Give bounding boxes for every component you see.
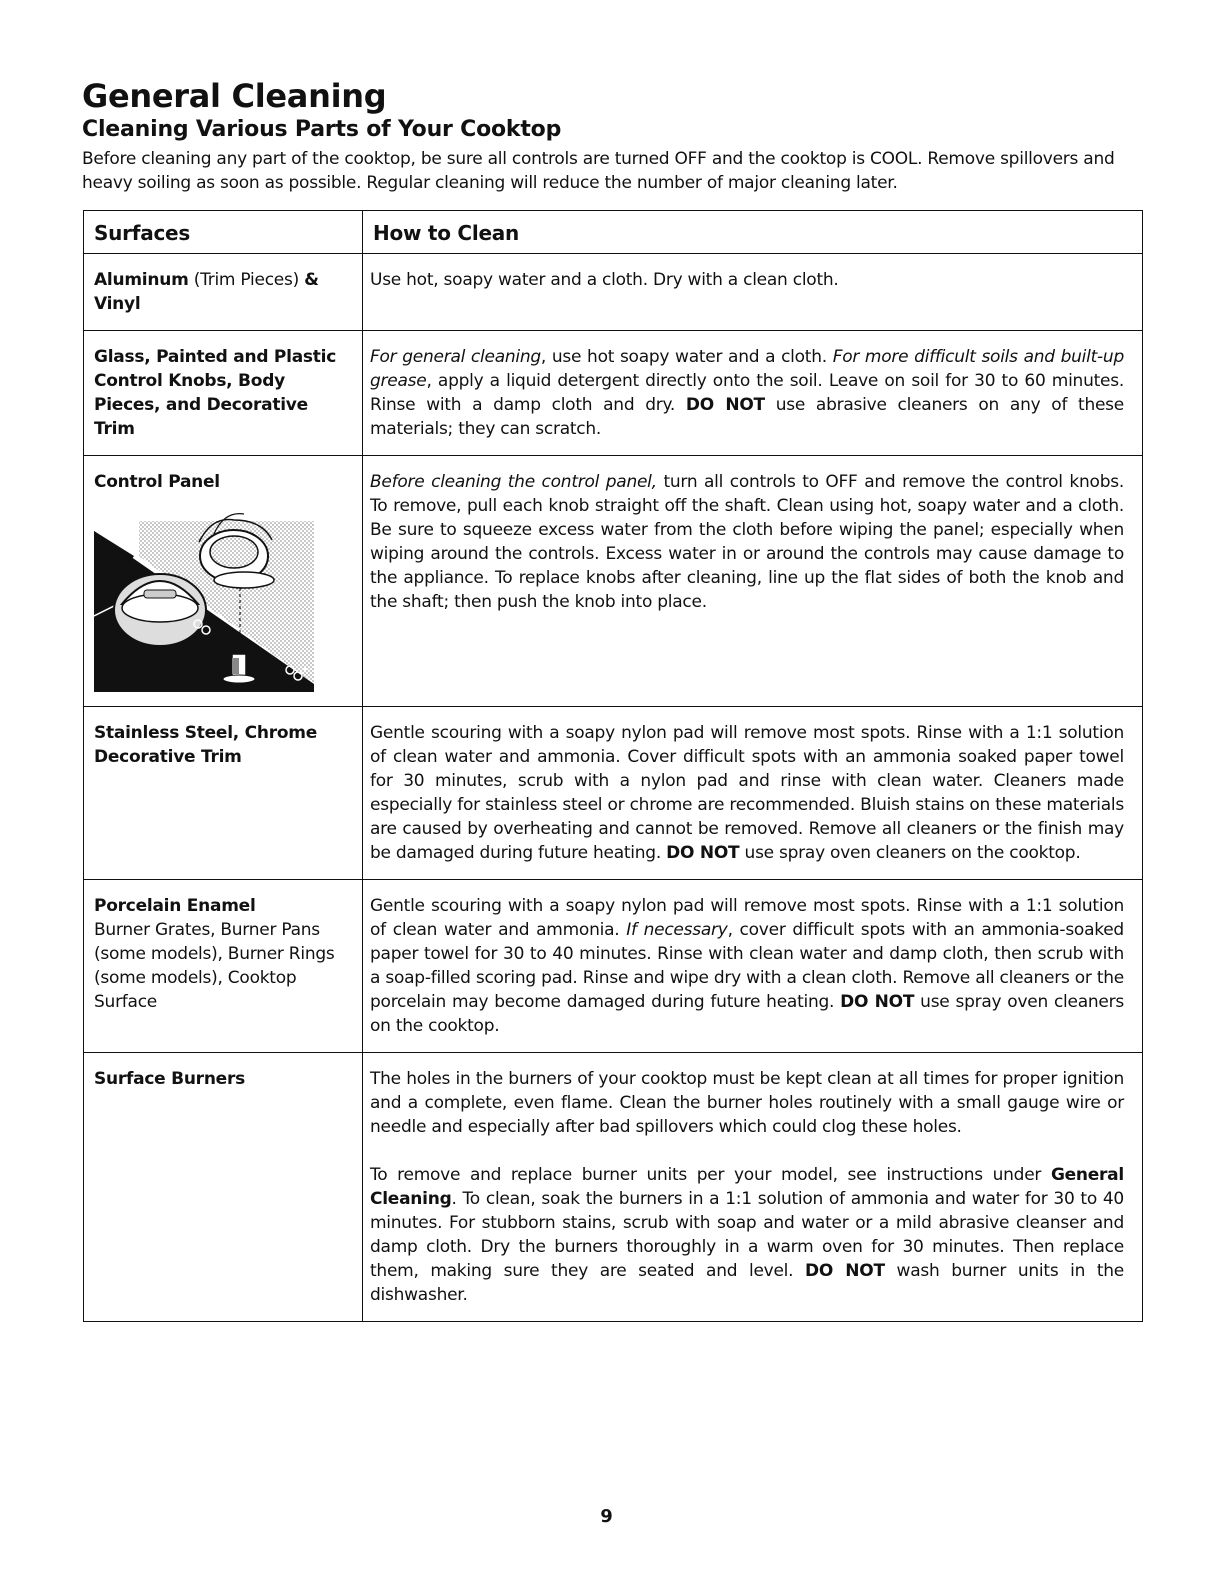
how-emphasis: For more difficult soils and built-up grease xyxy=(370,347,1124,391)
surface-note: (Trim Pieces) xyxy=(188,270,305,290)
how-cell-control-panel xyxy=(363,456,1143,707)
surface-name: Control Panel xyxy=(94,472,220,492)
table-header-row xyxy=(84,211,1143,254)
warning-do-not: DO NOT xyxy=(805,1261,885,1281)
table-row xyxy=(84,707,1143,880)
how-text: Gentle scouring with a soapy nylon pad will remove most spots. Rinse with a 1:1 solution of clean water and ammonia. xyxy=(370,896,1124,940)
how-text: use spray oven cleaners on the cooktop. xyxy=(739,843,1081,863)
surface-cell-glass-painted-plastic xyxy=(84,331,363,456)
table-row xyxy=(84,331,1143,456)
how-paragraph xyxy=(370,1163,1124,1307)
how-text: , cover difficult spots with an ammonia-soaked paper towel for 30 to 40 minutes. Rinse with clean water and damp cloth, then scrub with a soap-filled scoring pad. Rinse and wipe dry with a clean cloth. Remove all cleaners or the porcelain may become damaged during future heating. xyxy=(370,920,1124,1012)
warning-do-not: DO NOT xyxy=(840,992,915,1012)
surface-cell-control-panel xyxy=(84,456,363,707)
how-text: wash burner units in the dishwasher. xyxy=(370,1261,1124,1305)
table-row xyxy=(84,254,1143,331)
surface-name: Porcelain Enamel xyxy=(94,896,256,916)
knob-removal-illustration-icon xyxy=(94,506,314,692)
warning-do-not: DO NOT xyxy=(685,395,765,415)
table-row xyxy=(84,1053,1143,1322)
how-text: use spray oven cleaners on the cooktop. xyxy=(370,992,1124,1036)
intro-paragraph: Before cleaning any part of the cooktop, be sure all controls are turned OFF and the cooktop is COOL. Remove spillovers and heavy soiling as soon as possible. Regular cleaning will reduce the number of major cleaning later. xyxy=(82,149,1115,193)
how-cell-glass-painted-plastic xyxy=(363,331,1143,456)
surface-name: Surface Burners xyxy=(94,1069,245,1089)
how-text: To remove and replace burner units per your model, see instructions under xyxy=(370,1165,1051,1185)
how-cell-porcelain-enamel xyxy=(363,880,1143,1053)
surface-cell-porcelain-enamel xyxy=(84,880,363,1053)
warning-do-not: DO NOT xyxy=(666,843,740,863)
surface-cell-aluminum xyxy=(84,254,363,331)
how-text: Gentle scouring with a soapy nylon pad will remove most spots. Rinse with a 1:1 solution of clean water and ammonia. Cover difficult spots with an ammonia soaked paper towel for 30 minutes, scrub with a nylon pad and rinse with clean water. Cleaners made especially for stainless steel or chrome are recommended. Bluish stains on these materials are caused by overheating and cannot be removed. Remove all cleaners or the finish may be damaged during future heating. xyxy=(370,723,1124,863)
how-text: , use hot soapy water and a cloth. xyxy=(540,347,833,367)
how-paragraph: The holes in the burners of your cooktop must be kept clean at all times for proper ignition and a complete, even flame. Clean the burner holes routinely with a small gauge wire or needle and especially after bad spillovers which could clog these holes. xyxy=(370,1069,1124,1137)
section-reference: General Cleaning xyxy=(370,1165,1124,1209)
header-how-to-clean: How to Clean xyxy=(363,211,1143,254)
surface-cell-surface-burners xyxy=(84,1053,363,1322)
how-emphasis: Before cleaning the control panel, xyxy=(370,472,657,492)
how-text: Use hot, soapy water and a cloth. Dry with a clean cloth. xyxy=(370,270,839,290)
how-cell-stainless-steel xyxy=(363,707,1143,880)
table-row xyxy=(84,880,1143,1053)
how-cell-surface-burners xyxy=(363,1053,1143,1322)
surface-name: Aluminum xyxy=(94,270,189,290)
surface-cell-stainless-steel xyxy=(84,707,363,880)
surface-name: Glass, Painted and Plastic Control Knobs, Body Pieces, and Decorative Trim xyxy=(94,347,337,439)
how-text: . To clean, soak the burners in a 1:1 solution of ammonia and water for 30 to 40 minutes. For stubborn stains, scrub with soap and water or a mild abrasive cleanser and damp cloth. Dry the burners thoroughly in a warm oven for 30 minutes. Then replace them, making sure they are seated and level. xyxy=(370,1189,1124,1281)
how-text: turn all controls to OFF and remove the control knobs. To remove, pull each knob straight off the shaft. Clean using hot, soapy water and a cloth. Be sure to squeeze excess water from the cloth before wiping the panel; especially when wiping around the controls. Excess water in or around the controls may cause damage to the appliance. To replace knobs after cleaning, line up the flat sides of both the knob and the shaft; then push the knob into place. xyxy=(370,472,1124,612)
surface-subitems: Burner Grates, Burner Pans (some models), Burner Rings (some models), Cooktop Surface xyxy=(94,920,335,1012)
section-subtitle: Cleaning Various Parts of Your Cooktop xyxy=(82,117,562,142)
cleaning-table xyxy=(83,210,1143,1322)
how-emphasis: If necessary xyxy=(626,920,728,940)
surface-name: & Vinyl xyxy=(94,270,319,314)
header-surfaces: Surfaces xyxy=(84,211,363,254)
table-row xyxy=(84,456,1143,707)
surface-name: Stainless Steel, Chrome Decorative Trim xyxy=(94,723,318,767)
page-number: 9 xyxy=(600,1506,613,1527)
how-text: use abrasive cleaners on any of these materials; they can scratch. xyxy=(370,395,1124,439)
how-cell-aluminum xyxy=(363,254,1143,331)
how-text: , apply a liquid detergent directly onto the soil. Leave on soil for 30 to 60 minutes. Rinse with a damp cloth and dry. xyxy=(370,371,1124,415)
page-title: General Cleaning xyxy=(82,77,387,115)
how-emphasis: For general cleaning xyxy=(370,347,541,367)
